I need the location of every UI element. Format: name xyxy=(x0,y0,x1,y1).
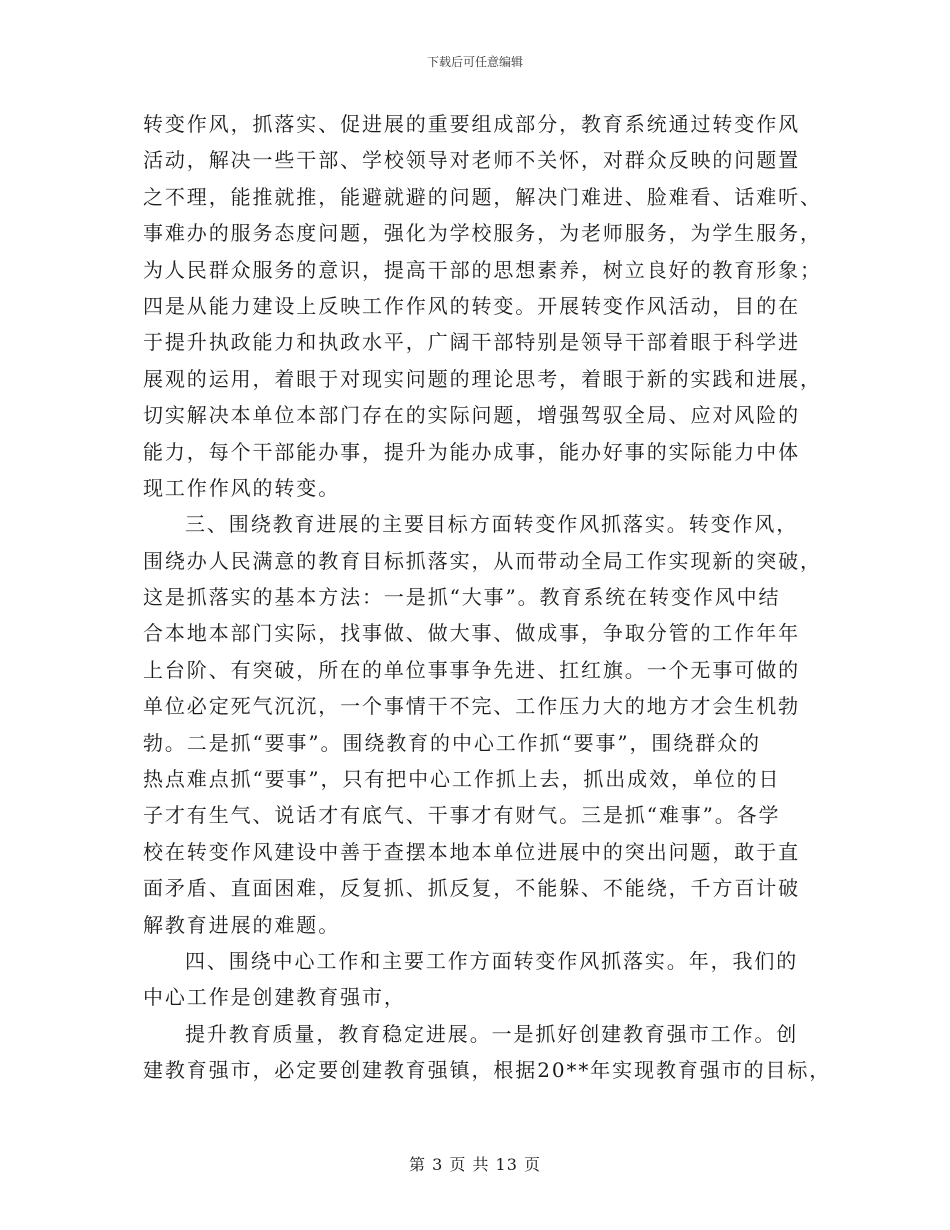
text-line-27: 建教育强市，必定要创建教育强镇，根据20**年实现教育强市的目标， xyxy=(143,1058,832,1083)
text-line-11: 现工作作风的转变。 xyxy=(143,475,341,500)
text-line-7: 于提升执政能力和执政水平，广阔干部特别是领导干部着眼于科学进 xyxy=(143,330,800,355)
text-line-21: 校在转变作风建设中善于查摆本地本单位进展中的突出问题，敢于直 xyxy=(143,839,800,864)
document-body xyxy=(143,106,832,1089)
page-header: 下载后可任意编辑 xyxy=(426,55,523,69)
text-line-9: 切实解决本单位本部门存在的实际问题，增强驾驭全局、应对风险的 xyxy=(143,403,800,428)
paragraph-three-start: 三、围绕教育进展的主要目标方面转变作风抓落实。转变作风， xyxy=(185,512,799,537)
text-line-6: 四是从能力建设上反映工作作风的转变。开展转变作风活动，目的在 xyxy=(143,293,800,318)
text-line-22: 面矛盾、直面困难，反复抓、抓反复，不能躲、不能绕，千方百计破 xyxy=(143,876,800,901)
text-line-15: 合本地本部门实际，找事做、做大事、做成事，争取分管的工作年年 xyxy=(143,621,800,646)
page-number-footer: 第 3 页 共 13 页 xyxy=(409,1155,541,1174)
text-line-5: 为人民群众服务的意识，提高干部的思想素养，树立良好的教育形象； xyxy=(143,257,822,282)
text-line-19: 热点难点抓“要事”，只有把中心工作抓上去，抓出成效，单位的日 xyxy=(143,767,781,792)
text-line-2: 活动，解决一些干部、学校领导对老师不关怀，对群众反映的问题置 xyxy=(143,148,800,173)
text-line-13: 围绕办人民满意的教育目标抓落实，从而带动全局工作实现新的突破， xyxy=(143,548,822,573)
text-line-20: 子才有生气、说话才有底气、干事才有财气。三是抓“难事”。各学 xyxy=(143,803,781,828)
text-line-17: 单位必定死气沉沉，一个事情干不完、工作压力大的地方才会生机勃 xyxy=(143,694,800,719)
text-line-14: 这是抓落实的基本方法：一是抓“大事”。教育系统在转变作风中结 xyxy=(143,585,781,610)
text-line-18: 勃。二是抓“要事”。围绕教育的中心工作抓“要事”，围绕群众的 xyxy=(143,730,761,755)
text-line-1: 转变作风，抓落实、促进展的重要组成部分，教育系统通过转变作风 xyxy=(143,112,800,136)
text-line-10: 能力，每个干部能办事，提升为能办成事，能办好事的实际能力中体 xyxy=(143,439,800,464)
text-line-4: 事难办的服务态度问题，强化为学校服务，为老师服务，为学生服务， xyxy=(143,221,822,246)
text-line-16: 上台阶、有突破，所在的单位事事争先进、扛红旗。一个无事可做的 xyxy=(143,657,800,682)
text-line-8: 展观的运用，着眼于对现实问题的理论思考，着眼于新的实践和进展， xyxy=(143,366,822,391)
paragraph-four-start: 四、围绕中心工作和主要工作方面转变作风抓落实。年，我们的 xyxy=(185,948,799,973)
text-line-3: 之不理，能推就推，能避就避的问题，解决门难进、脸难看、话难听、 xyxy=(143,184,822,209)
text-line-23: 解教育进展的难题。 xyxy=(143,912,341,937)
text-line-25: 中心工作是创建教育强市， xyxy=(143,985,406,1010)
paragraph-five-start: 提升教育质量，教育稳定进展。一是抓好创建教育强市工作。创 xyxy=(185,1021,799,1046)
